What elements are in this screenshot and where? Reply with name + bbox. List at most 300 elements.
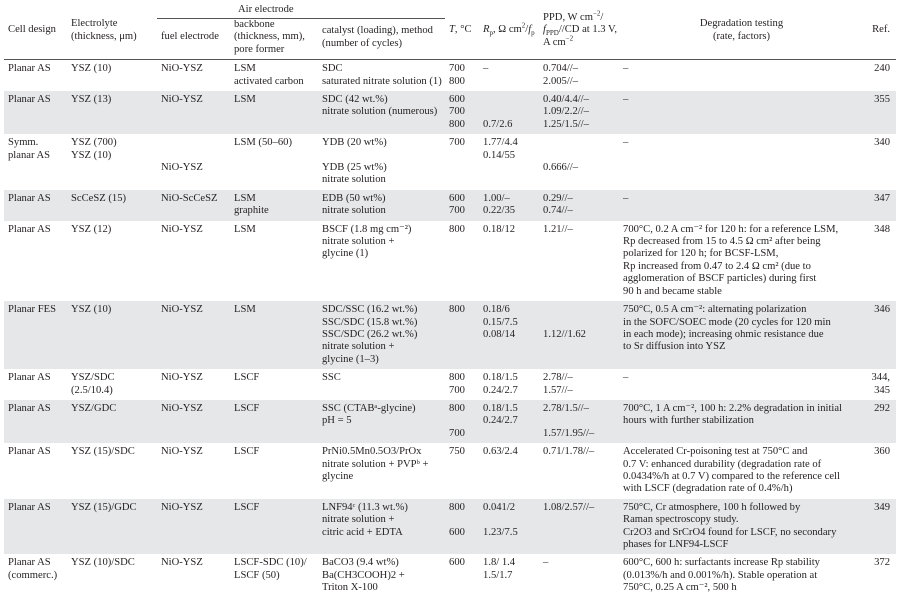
cell-ref [864,134,896,190]
text: 360 [874,446,891,458]
text: – [623,372,629,384]
cell-ppd [539,554,619,597]
spacer [483,514,535,526]
cell-degradation [619,400,864,443]
text: 1.09/2.2//– [543,106,589,118]
text: 2.78//– [543,372,573,384]
text: Planar AS [8,63,51,75]
spacer [543,150,615,162]
spacer [322,150,441,162]
text: BSCF (1.8 mg cm⁻²) [322,223,412,235]
cell-design [4,443,67,499]
cell-electrolyte [67,369,157,400]
text: 1.25/1.5//– [543,118,589,130]
header-temperature: T, °C [449,24,472,36]
table-row [4,134,896,190]
cell-rp [479,499,539,555]
text: 90 h and became stable [623,285,722,297]
cell-fuel-electrode [157,499,230,555]
text: LSM [234,94,256,106]
text: LSM [234,63,256,75]
text: 0.18/1.5 [483,402,518,414]
text: 349 [874,501,891,513]
text: YSZ (12) [71,223,112,235]
cell-catalyst [318,443,445,499]
cell-catalyst [318,369,445,400]
text: phases for LNF94-LSCF [623,539,729,550]
text: 700 [449,137,465,149]
cell-backbone [230,301,318,369]
spacer [161,137,226,149]
text: Planar AS [8,446,51,458]
text: NiO-YSZ [161,162,203,174]
text: 600 [449,94,465,106]
cell-ref [864,400,896,443]
text: Planar AS [8,192,51,204]
text: YSZ (15)/SDC [71,446,135,458]
text: 600 [449,526,465,538]
text: hours with further stabilization [623,415,754,427]
text: 800 [449,223,465,235]
text: LSM [234,192,256,204]
cell-ppd [539,369,619,400]
table-row [4,554,896,597]
text: citric acid + EDTA [322,526,403,538]
text: NiO-YSZ [161,94,203,106]
cell-ppd [539,499,619,555]
text: 700 [449,63,465,75]
text: 292 [874,402,891,414]
text: 1.23/7.5 [483,526,518,538]
text: Raman spectroscopy study. [623,514,739,526]
text: 345 [874,384,891,396]
cell-degradation [619,369,864,400]
cell-backbone [230,554,318,597]
text: NiO-YSZ [161,304,203,316]
cell-fuel-electrode [157,134,230,190]
text: 800 [449,75,465,87]
header-rp: $R_p$, Ω $cm^2/f_p$ [483,21,535,38]
cell-rp [479,443,539,499]
text: 1.57/1.95//– [543,427,595,439]
text: LSM [234,223,256,235]
cell-degradation [619,91,864,134]
cell-fuel-electrode [157,369,230,400]
text: 347 [874,192,891,204]
text: 600 [449,557,465,569]
text: 600°C, 600 h: surfactants increase Rp stability [623,557,820,569]
cell-temperature [445,301,479,369]
text: LSCF [234,372,260,384]
spacer [483,94,535,106]
cell-degradation [619,554,864,597]
text: 1.08/2.57//– [543,501,595,513]
text: LSCF [234,501,260,513]
cell-degradation [619,60,864,91]
sofc-infiltration-table [4,0,896,598]
cell-ref [864,369,896,400]
text: YSZ (10)/SDC [71,557,135,569]
header-catalyst [318,19,445,60]
text: 700°C, 0.2 A cm⁻² for 120 h: for a reference LSM, [623,223,839,235]
header-backbone-line: pore former [234,43,285,55]
cell-design [4,369,67,400]
header-fuel-electrode: fuel electrode [161,31,219,43]
text: 240 [874,63,891,75]
cell-electrolyte [67,400,157,443]
text: 355 [874,94,891,106]
cell-temperature [445,60,479,91]
text: 750 [449,446,465,458]
text: nitrate solution (numerous) [322,106,438,118]
text: polarized for 120 h; for BCSF-LSM, [623,248,779,260]
cell-temperature [445,134,479,190]
text: 344, [871,372,891,384]
cell-ref [864,221,896,301]
text: YSZ (10) [71,149,112,161]
cell-ref [864,554,896,597]
text: 0.14/55 [483,149,516,161]
text: (2.5/10.4) [71,384,113,396]
text: YSZ/GDC [71,402,117,414]
cell-rp [479,554,539,597]
cell-catalyst [318,190,445,221]
cell-ppd [539,60,619,91]
text: 800 [449,501,465,513]
text: 0.24/2.7 [483,384,518,396]
cell-backbone [230,499,318,555]
cell-rp [479,221,539,301]
cell-ppd [539,190,619,221]
spacer [483,106,535,118]
table-row [4,499,896,555]
text: Planar AS [8,402,51,414]
text: 340 [874,137,891,149]
text: 2.78/1.5//– [543,402,589,414]
text: 0.666//– [543,162,579,174]
text: NiO-YSZ [161,372,203,384]
text: nitrate solution + [322,341,395,353]
text: PrNi0.5Mn0.5O3/PrOx [322,446,422,458]
text: Accelerated Cr-poisoning test at 750°C and [623,446,808,458]
text: YSZ (15)/GDC [71,501,137,513]
text: SDC/SSC (16.2 wt.%) [322,304,418,316]
text: Ba(CH3COOH)2 + [322,569,405,581]
cell-rp [479,369,539,400]
table-row [4,221,896,301]
text: NiO-YSZ [161,446,203,458]
spacer [543,415,615,427]
spacer [449,415,475,427]
cell-rp [479,134,539,190]
cell-ref [864,499,896,555]
text: 348 [874,223,891,235]
text: to Sr diffusion into YSZ [623,341,726,353]
cell-backbone [230,400,318,443]
text: agglomeration of BSCF particles) during first [623,273,817,285]
cell-degradation [619,499,864,555]
text: YDB (20 wt%) [322,137,387,149]
header-backbone-line: (thickness, mm), [234,31,305,43]
text: 700 [449,205,465,217]
cell-backbone [230,60,318,91]
cell-ref [864,443,896,499]
cell-catalyst [318,554,445,597]
text: LNF94ᶜ (11.3 wt.%) [322,501,408,513]
cell-catalyst [318,400,445,443]
text: 700 [449,106,465,118]
text: nitrate solution + [322,236,395,248]
cell-rp [479,91,539,134]
cell-temperature [445,190,479,221]
text: nitrate solution [322,205,386,217]
table-row [4,301,896,369]
text: YSZ/SDC [71,372,115,384]
cell-fuel-electrode [157,443,230,499]
spacer [543,317,615,329]
text: 800 [449,402,465,414]
cell-catalyst [318,499,445,555]
text: NiO-YSZ [161,402,203,414]
text: pH = 5 [322,415,352,427]
cell-ref [864,190,896,221]
cell-backbone [230,91,318,134]
text: 0.63/2.4 [483,446,518,458]
text: 750°C, Cr atmosphere, 100 h followed by [623,501,801,513]
text: EDB (50 wt%) [322,192,386,204]
text: – [483,63,489,75]
text: Planar AS [8,557,51,569]
cell-catalyst [318,134,445,190]
cell-fuel-electrode [157,60,230,91]
cell-catalyst [318,301,445,369]
header-electrolyte-line: Electrolyte [71,18,118,30]
text: 0.7/2.6 [483,118,513,130]
cell-backbone [230,190,318,221]
text: LSCF [234,402,260,414]
text: nitrate solution + PVPᵇ + [322,458,429,470]
text: Cr2O3 and SrCrO4 found for LSCF, no secondary [623,526,837,538]
header-air-electrode-label: Air electrode [238,3,294,15]
text: – [623,63,629,75]
text: BaCO3 (9.4 wt%) [322,557,399,569]
cell-design [4,301,67,369]
text: 0.24/2.7 [483,415,518,427]
cell-design [4,499,67,555]
text: 1.00/– [483,192,510,204]
text: 1.21//– [543,223,573,235]
text: SSC/SDC (15.8 wt.%) [322,316,418,328]
cell-degradation [619,301,864,369]
text: nitrate solution + [322,514,395,526]
text: SSC (CTABᵃ-glycine) [322,402,416,414]
table-body [4,60,896,598]
text: YSZ (13) [71,94,112,106]
text: (0.013%/h and 0.001%/h). Stable operation at [623,569,818,581]
text: Symm. [8,137,39,149]
cell-temperature [445,443,479,499]
text: Planar AS [8,372,51,384]
header-ppd-line: PPD, W $cm^{-2}/$ [543,9,604,23]
header-backbone [230,19,318,60]
header-ppd [539,0,619,60]
table-row [4,91,896,134]
text: 1.57//– [543,384,573,396]
cell-electrolyte [67,221,157,301]
cell-temperature [445,400,479,443]
text: (commerc.) [8,569,58,581]
text: in the SOFC/SOEC mode (20 cycles for 120 min [623,316,831,328]
cell-electrolyte [67,91,157,134]
cell-catalyst [318,91,445,134]
text: activated carbon [234,75,304,87]
text: NiO-YSZ [161,223,203,235]
text: 1.5/1.7 [483,569,513,581]
table-header [4,0,896,60]
text: nitrate solution [322,174,386,186]
text: 0.29//– [543,192,573,204]
table-row [4,60,896,91]
text: with LSCF (degradation rate of 0.4%/h) [623,483,793,495]
spacer [543,304,615,316]
text: glycine [322,470,354,482]
text: Planar AS [8,501,51,513]
cell-catalyst [318,60,445,91]
header-ref: Ref. [872,24,891,36]
cell-ref [864,60,896,91]
text: 0.18/12 [483,223,516,235]
text: NiO-YSZ [161,63,203,75]
text: 1.12//1.62 [543,328,586,340]
header-catalyst-line: (number of cycles) [322,37,403,49]
cell-design [4,134,67,190]
text: 700°C, 1 A cm⁻², 100 h: 2.2% degradation in initial [623,402,842,414]
cell-design [4,400,67,443]
text: 0.71/1.78//– [543,446,595,458]
cell-temperature [445,499,479,555]
text: YSZ (10) [71,63,112,75]
cell-degradation [619,190,864,221]
cell-electrolyte [67,60,157,91]
cell-rp [479,301,539,369]
text: 372 [874,557,891,569]
text: Planar AS [8,94,51,106]
text: LSCF [234,446,260,458]
header-degradation-line: (rate, factors) [712,30,771,42]
cell-temperature [445,221,479,301]
cell-design [4,190,67,221]
cell-degradation [619,443,864,499]
text: 0.18/6 [483,304,510,316]
text: 0.18/1.5 [483,372,518,384]
cell-rp [479,400,539,443]
cell-design [4,91,67,134]
spacer [161,150,226,162]
text: 0.7 V: enhanced durability (degradation rate of [623,458,822,470]
text: – [623,94,629,106]
text: YDB (25 wt%) [322,162,387,174]
text: 346 [874,304,891,316]
cell-fuel-electrode [157,190,230,221]
cell-fuel-electrode [157,301,230,369]
text: ScCeSZ (15) [71,192,127,204]
header-cell-design: Cell design [8,24,56,36]
text: 0.08/14 [483,328,516,340]
text: LSM [234,304,256,316]
cell-temperature [445,554,479,597]
header-backbone-line: backbone [234,19,275,30]
cell-ppd [539,134,619,190]
text: 0.15/7.5 [483,316,518,328]
text: 1.8/ 1.4 [483,557,516,569]
header-degradation [619,0,864,60]
text: NiO-ScCeSZ [161,192,218,204]
cell-fuel-electrode [157,554,230,597]
header-degradation-line: Degradation testing [699,18,784,30]
cell-temperature [445,91,479,134]
text: LSCF (50) [234,569,280,581]
cell-ppd [539,443,619,499]
cell-degradation [619,134,864,190]
text: YSZ (10) [71,304,112,316]
cell-rp [479,60,539,91]
cell-backbone [230,443,318,499]
cell-ppd [539,301,619,369]
text: 0.74//– [543,205,573,217]
table-row [4,369,896,400]
text: SSC [322,372,341,384]
text: YSZ (700) [71,137,117,149]
spacer [543,137,615,149]
text: glycine (1) [322,248,369,260]
cell-ppd [539,221,619,301]
cell-degradation [619,221,864,301]
spacer [449,514,475,526]
cell-fuel-electrode [157,91,230,134]
text: 800 [449,304,465,316]
text: 2.005//– [543,75,579,87]
text: 600 [449,192,465,204]
cell-electrolyte [67,190,157,221]
text: SDC [322,63,343,75]
cell-fuel-electrode [157,221,230,301]
text: – [623,192,629,204]
text: graphite [234,205,269,217]
table-row [4,443,896,499]
table-row [4,190,896,221]
header-ppd-line: A $cm^{-2}$ [543,34,574,48]
cell-electrolyte [67,554,157,597]
text: LSM (50–60) [234,137,292,149]
text: Planar AS [8,223,51,235]
cell-electrolyte [67,134,157,190]
text: – [543,557,549,569]
text: glycine (1–3) [322,353,379,365]
cell-electrolyte [67,499,157,555]
header-catalyst-line: catalyst (loading), method [322,25,433,37]
header-electrolyte-line: (thickness, μm) [71,30,137,42]
header-ppd-line: $f_{PPD}//CD$ at 1.3 V, [543,24,617,38]
text: 0.0434%/h at 0.7 V) compared to the reference cell [623,470,840,482]
cell-backbone [230,221,318,301]
cell-temperature [445,369,479,400]
cell-backbone [230,369,318,400]
cell-backbone [230,134,318,190]
text: NiO-YSZ [161,501,203,513]
text: 0.22/35 [483,205,516,217]
text: 800 [449,372,465,384]
header-electrolyte [67,0,157,60]
